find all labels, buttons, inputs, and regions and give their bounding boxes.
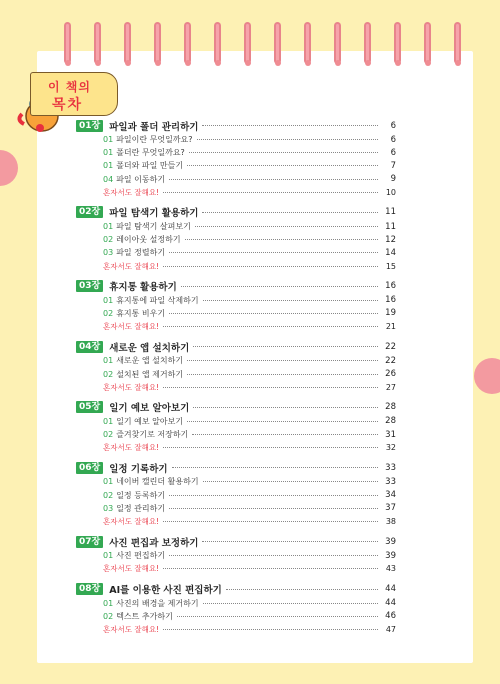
chapter-title: 새로운 앱 설치하기 xyxy=(109,342,190,354)
section-title: 폴더와 파일 만들기 xyxy=(116,161,184,171)
dot-leader xyxy=(193,407,378,408)
chapter-page: 6 xyxy=(390,120,396,131)
dot-leader xyxy=(185,239,378,240)
dot-leader xyxy=(193,346,378,347)
binding-hole xyxy=(245,60,251,66)
dot-leader xyxy=(169,555,378,556)
section-row[interactable] xyxy=(76,159,396,172)
section-page: 12 xyxy=(385,234,396,245)
chapter-page: 33 xyxy=(385,462,396,473)
binding-hole xyxy=(275,60,281,66)
exercise-title: 혼자서도 잘해요! xyxy=(103,564,160,574)
dot-leader xyxy=(163,192,378,193)
exercise-title: 혼자서도 잘해요! xyxy=(103,624,160,634)
section-title: 레이아웃 설정하기 xyxy=(116,235,181,245)
section-title: 휴지통 비우기 xyxy=(116,308,166,318)
section-number: 01 xyxy=(103,135,114,145)
chapter-page: 39 xyxy=(385,536,396,547)
chapter-section xyxy=(76,279,396,334)
exercise-page: 43 xyxy=(385,564,396,574)
binding-ring xyxy=(454,22,461,64)
section-row[interactable] xyxy=(76,502,396,515)
binding-ring xyxy=(334,22,341,64)
section-page: 7 xyxy=(390,160,396,171)
dot-leader xyxy=(197,139,378,140)
section-page: 33 xyxy=(385,476,396,487)
binding-ring xyxy=(274,22,281,64)
section-row[interactable] xyxy=(76,307,396,320)
dot-leader xyxy=(187,421,378,422)
section-row[interactable] xyxy=(76,489,396,502)
section-row[interactable] xyxy=(76,233,396,246)
section-page: 22 xyxy=(385,355,396,366)
binding-ring xyxy=(244,22,251,64)
dot-leader xyxy=(163,266,378,267)
section-title: 일정 관리하기 xyxy=(116,503,166,513)
section-number: 01 xyxy=(103,295,114,305)
dot-leader xyxy=(163,447,378,448)
dot-leader xyxy=(172,467,378,468)
section-title: 파일 이동하기 xyxy=(116,174,166,184)
spiral-binding xyxy=(0,0,500,80)
section-row[interactable] xyxy=(76,428,396,441)
chapter-page: 11 xyxy=(385,207,396,218)
dot-leader xyxy=(169,179,378,180)
section-page: 34 xyxy=(385,490,396,501)
section-title: 휴지통에 파일 삭제하기 xyxy=(116,295,199,305)
section-row[interactable] xyxy=(76,294,396,307)
dot-leader xyxy=(163,326,378,327)
section-number: 01 xyxy=(103,551,114,561)
binding-hole xyxy=(335,60,341,66)
binding-ring xyxy=(154,22,161,64)
section-row[interactable] xyxy=(76,415,396,428)
chapter-section xyxy=(76,460,396,528)
page-title-line2: 목차 xyxy=(52,97,84,113)
exercise-title: 혼자서도 잘해요! xyxy=(103,517,160,527)
section-page: 9 xyxy=(390,174,396,185)
dot-leader xyxy=(203,481,378,482)
exercise-title: 혼자서도 잘해요! xyxy=(103,443,160,453)
exercise-row[interactable] xyxy=(76,381,396,394)
section-title: 파일이란 무엇일까요? xyxy=(116,135,193,145)
dot-leader xyxy=(187,165,378,166)
section-number: 01 xyxy=(103,356,114,366)
binding-hole xyxy=(425,60,431,66)
section-page: 11 xyxy=(385,221,396,232)
table-of-contents xyxy=(76,118,396,636)
section-title: 사진의 배경을 제거하기 xyxy=(116,598,199,608)
section-number: 01 xyxy=(103,477,114,487)
dot-leader xyxy=(169,252,378,253)
chapter-row[interactable] xyxy=(76,534,396,549)
section-page: 14 xyxy=(385,247,396,258)
exercise-title: 혼자서도 잘해요! xyxy=(103,322,160,332)
section-page: 39 xyxy=(385,550,396,561)
chapter-badge: 07장 xyxy=(76,536,103,548)
section-title: 일기 예보 알아보기 xyxy=(116,416,184,426)
section-page: 28 xyxy=(385,416,396,427)
section-title: 즐겨찾기로 저장하기 xyxy=(116,430,189,440)
binding-hole xyxy=(125,60,131,66)
chapter-page: 22 xyxy=(385,341,396,352)
exercise-title: 혼자서도 잘해요! xyxy=(103,261,160,271)
section-number: 03 xyxy=(103,248,114,258)
section-title: 폴더란 무엇일까요? xyxy=(116,148,185,158)
section-number: 01 xyxy=(103,222,114,232)
section-row[interactable] xyxy=(76,475,396,488)
chapter-section xyxy=(76,339,396,394)
section-number: 02 xyxy=(103,369,114,379)
exercise-row[interactable] xyxy=(76,562,396,575)
chapter-row[interactable] xyxy=(76,205,396,220)
section-number: 01 xyxy=(103,148,114,158)
chapter-title: 파일 탐색기 활용하기 xyxy=(109,208,199,220)
exercise-page: 32 xyxy=(385,443,396,453)
section-number: 02 xyxy=(103,490,114,500)
binding-hole xyxy=(155,60,161,66)
chapter-badge: 03장 xyxy=(76,280,103,292)
exercise-row[interactable] xyxy=(76,320,396,333)
dot-leader xyxy=(169,495,378,496)
binding-ring xyxy=(214,22,221,64)
dot-leader xyxy=(189,152,378,153)
binding-hole xyxy=(215,60,221,66)
section-title: 설치된 앱 제거하기 xyxy=(116,369,184,379)
section-row[interactable] xyxy=(76,133,396,146)
chapter-badge: 08장 xyxy=(76,583,103,595)
exercise-row[interactable] xyxy=(76,441,396,454)
binding-ring xyxy=(394,22,401,64)
exercise-page: 38 xyxy=(385,517,396,527)
dot-leader xyxy=(226,589,378,590)
section-title: 일정 등록하기 xyxy=(116,490,166,500)
section-number: 03 xyxy=(103,503,114,513)
dot-leader xyxy=(181,286,378,287)
chapter-title: 일정 기록하기 xyxy=(109,463,168,475)
binding-ring xyxy=(124,22,131,64)
chapter-section xyxy=(76,582,396,637)
binding-ring xyxy=(364,22,371,64)
exercise-row[interactable] xyxy=(76,515,396,528)
section-page: 6 xyxy=(390,147,396,158)
chapter-section xyxy=(76,205,396,273)
chapter-row[interactable] xyxy=(76,339,396,354)
chapter-section xyxy=(76,534,396,575)
exercise-page: 21 xyxy=(385,322,396,332)
chapter-section xyxy=(76,400,396,455)
dot-leader xyxy=(187,360,378,361)
exercise-page: 15 xyxy=(385,261,396,271)
exercise-title: 혼자서도 잘해요! xyxy=(103,187,160,197)
dot-leader xyxy=(192,434,378,435)
dot-leader xyxy=(195,226,378,227)
exercise-row[interactable] xyxy=(76,186,396,199)
section-number: 01 xyxy=(103,416,114,426)
chapter-title: AI를 이용한 사진 편집하기 xyxy=(109,585,222,596)
binding-hole xyxy=(185,60,191,66)
section-title: 파일 탐색기 살펴보기 xyxy=(116,222,191,232)
exercise-row[interactable] xyxy=(76,623,396,636)
section-page: 6 xyxy=(390,134,396,145)
section-row[interactable] xyxy=(76,220,396,233)
dot-leader xyxy=(203,300,378,301)
section-title: 네이버 캘린더 활용하기 xyxy=(116,477,199,487)
dot-leader xyxy=(202,541,378,542)
chapter-badge: 02장 xyxy=(76,206,103,218)
section-number: 02 xyxy=(103,235,114,245)
dot-leader xyxy=(169,508,378,509)
dot-leader xyxy=(163,629,378,630)
section-page: 26 xyxy=(385,369,396,380)
chapter-title: 사진 편집과 보정하기 xyxy=(109,537,199,549)
section-title: 파일 정렬하기 xyxy=(116,248,166,258)
section-row[interactable] xyxy=(76,146,396,159)
section-number: 02 xyxy=(103,308,114,318)
section-number: 02 xyxy=(103,430,114,440)
section-page: 37 xyxy=(385,503,396,514)
dot-leader xyxy=(169,313,378,314)
chapter-row[interactable] xyxy=(76,118,396,133)
section-title: 텍스트 추가하기 xyxy=(116,611,173,621)
page-title-line1: 이 책의 xyxy=(48,80,91,94)
chapter-page: 16 xyxy=(385,281,396,292)
exercise-page: 10 xyxy=(385,187,396,197)
exercise-page: 27 xyxy=(385,382,396,392)
section-row[interactable] xyxy=(76,610,396,623)
section-row[interactable] xyxy=(76,597,396,610)
section-row[interactable] xyxy=(76,173,396,186)
chapter-row[interactable] xyxy=(76,582,396,597)
chapter-badge: 01장 xyxy=(76,120,103,132)
chapter-title: 휴지통 활용하기 xyxy=(109,282,177,294)
exercise-title: 혼자서도 잘해요! xyxy=(103,382,160,392)
section-number: 02 xyxy=(103,611,114,621)
section-row[interactable] xyxy=(76,549,396,562)
dot-leader xyxy=(163,387,378,388)
binding-ring xyxy=(304,22,311,64)
chapter-badge: 05장 xyxy=(76,401,103,413)
exercise-row[interactable] xyxy=(76,260,396,273)
exercise-page: 47 xyxy=(385,624,396,634)
section-number: 01 xyxy=(103,598,114,608)
chapter-badge: 06장 xyxy=(76,462,103,474)
binding-hole xyxy=(95,60,101,66)
binding-ring xyxy=(64,22,71,64)
section-row[interactable] xyxy=(76,246,396,259)
dot-leader xyxy=(203,603,378,604)
dot-leader xyxy=(202,125,378,126)
chapter-page: 44 xyxy=(385,584,396,594)
dot-leader xyxy=(163,568,378,569)
chapter-page: 28 xyxy=(385,402,396,413)
chapter-row[interactable] xyxy=(76,400,396,415)
binding-hole xyxy=(65,60,71,66)
dot-leader xyxy=(187,374,378,375)
chapter-title: 일기 예보 알아보기 xyxy=(109,403,190,415)
section-page: 16 xyxy=(385,295,396,306)
section-page: 46 xyxy=(385,611,396,622)
binding-hole xyxy=(395,60,401,66)
binding-ring xyxy=(424,22,431,64)
section-number: 04 xyxy=(103,174,114,184)
chapter-title: 파일과 폴더 관리하기 xyxy=(109,121,199,133)
section-page: 19 xyxy=(385,308,396,319)
section-title: 사진 편집하기 xyxy=(116,551,166,561)
section-page: 44 xyxy=(385,598,396,609)
decor-dot-right xyxy=(474,358,500,394)
section-row[interactable] xyxy=(76,354,396,367)
chapter-badge: 04장 xyxy=(76,341,103,353)
dot-leader xyxy=(163,521,378,522)
section-number: 01 xyxy=(103,161,114,171)
decor-dot-left xyxy=(0,150,18,186)
binding-ring xyxy=(184,22,191,64)
chapter-section xyxy=(76,118,396,199)
chapter-row[interactable] xyxy=(76,279,396,294)
binding-hole xyxy=(305,60,311,66)
section-row[interactable] xyxy=(76,367,396,380)
binding-hole xyxy=(455,60,461,66)
binding-hole xyxy=(365,60,371,66)
section-page: 31 xyxy=(385,429,396,440)
dot-leader xyxy=(177,616,378,617)
binding-ring xyxy=(94,22,101,64)
dot-leader xyxy=(202,212,378,213)
chapter-row[interactable] xyxy=(76,460,396,475)
section-title: 새로운 앱 설치하기 xyxy=(116,356,184,366)
